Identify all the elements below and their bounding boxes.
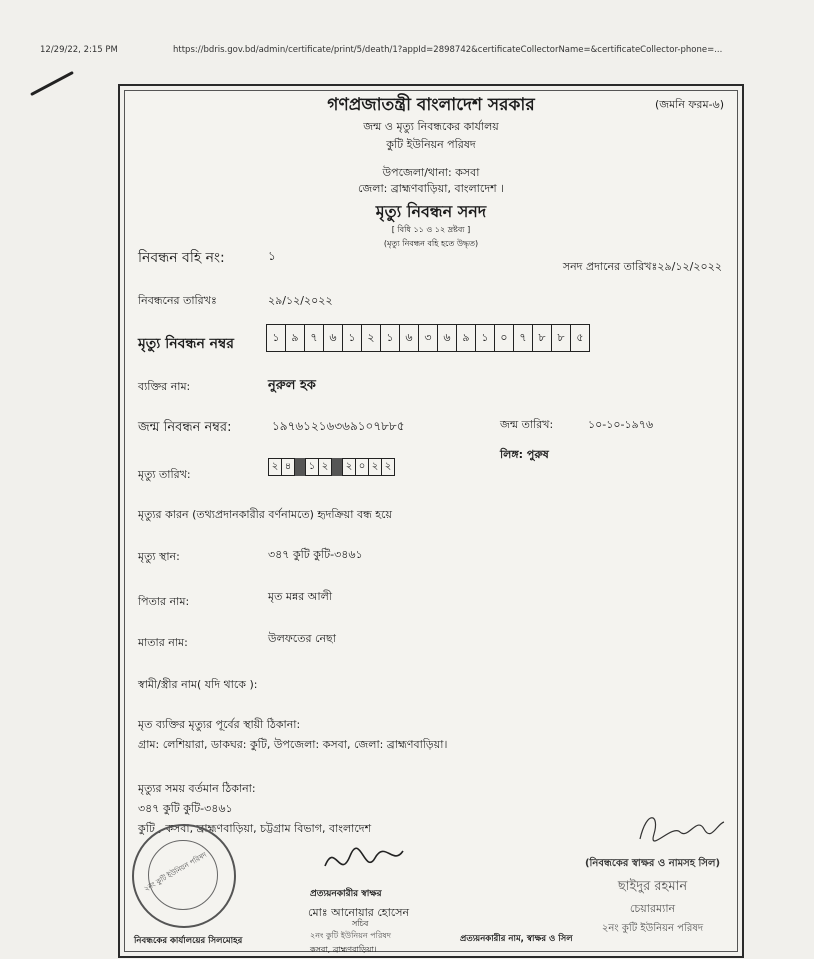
verifier-signature xyxy=(315,836,410,886)
mother-value: উলফতের নেছা xyxy=(268,632,336,645)
date-separator xyxy=(332,458,342,476)
reg-digit-box: ১ xyxy=(267,325,286,351)
reg-digit-box: ৯ xyxy=(457,325,476,351)
verifier-name: মোঃ আনোয়ার হোসেন xyxy=(308,906,410,919)
reg-digit-box: ৭ xyxy=(514,325,533,351)
verifier-office: ২নং কুটি ইউনিয়ন পরিষদ xyxy=(310,931,391,940)
verifier-title: সচিব xyxy=(352,919,369,928)
reg-digit-box: ৬ xyxy=(438,325,457,351)
print-datetime: 12/29/22, 2:15 PM xyxy=(40,45,118,55)
father-label: পিতার নাম: xyxy=(138,595,190,608)
upazila: উপজেলা/থানা: কসবা xyxy=(382,166,480,179)
date-group-month xyxy=(305,458,332,476)
reg-digit-box: ১ xyxy=(343,325,362,351)
verifier-district: কসবা, ব্রাহ্মণবাড়িয়া। xyxy=(310,945,377,954)
reg-digit-box: ৯ xyxy=(286,325,305,351)
permanent-address-value: গ্রাম: লেশিয়ারা, ডাকঘর: কুটি, উপজেলা: কসবা, জেলা: ব্রাহ্মণবাড়িয়া। xyxy=(138,738,448,751)
registration-date-label: নিবন্ধনের তারিখঃ xyxy=(138,294,217,307)
death-date-boxes xyxy=(268,458,395,476)
date-digit-box: ৪ xyxy=(284,460,292,472)
office-name: জন্ম ও মৃত্যু নিবন্ধকের কার্যালয় xyxy=(363,120,499,133)
reg-digit-box: ০ xyxy=(495,325,514,351)
birth-date-value: ১০-১০-১৯৭৬ xyxy=(588,418,654,431)
death-date-label: মৃত্যু তারিখ: xyxy=(138,468,191,481)
govt-title: গণপ্রজাতন্ত্রী বাংলাদেশ সরকার xyxy=(327,95,535,115)
rule-reference: [ বিধি ১১ ও ১২ দ্রষ্টব্য ] xyxy=(391,225,471,234)
birth-reg-label: জন্ম নিবন্ধন নম্বর: xyxy=(138,420,232,435)
union-seal-stamp xyxy=(132,824,236,928)
district: জেলা: ব্রাহ্মণবাড়িয়া, বাংলাদেশ । xyxy=(357,182,505,195)
registrar-stamp xyxy=(565,856,740,938)
date-digit-box: ২ xyxy=(343,459,356,475)
reg-digit-box: ১ xyxy=(381,325,400,351)
reg-digit-box: ২ xyxy=(362,325,381,351)
date-group-day xyxy=(268,458,295,476)
permanent-address-label: মৃত ব্যক্তির মৃত্যুর পূর্বের স্থায়ী ঠিকানা: xyxy=(138,718,301,731)
registration-date-value: ২৯/১২/২০২২ xyxy=(268,294,333,307)
issue-date: সনদ প্রদানের তারিখঃ২৯/১২/২০২২ xyxy=(562,260,722,273)
current-address-line1: ৩৪৭ কুটি কুটি-৩৪৬১ xyxy=(138,802,233,815)
form-number: (জমনি ফরম-৬) xyxy=(654,98,724,111)
date-digit-box: ২ xyxy=(369,459,382,475)
reg-digit-box: ১ xyxy=(476,325,495,351)
person-name-value: নুরুল হক xyxy=(268,378,316,393)
person-name-label: ব্যক্তির নাম: xyxy=(138,380,191,393)
date-digit-box: ১ xyxy=(306,459,319,475)
date-digit-box: ২ xyxy=(269,459,282,475)
document-title: মৃত্যু নিবন্ধন সনদ xyxy=(375,202,487,221)
current-address-line2: কুটি , কসবা, ব্রাহ্মণবাড়িয়া, চট্টগ্রাম বিভাগ, বাংলাদেশ xyxy=(138,822,372,835)
date-group-year xyxy=(342,458,395,476)
gender: লিঙ্গ: পুরুষ xyxy=(500,448,549,461)
cause-of-death: মৃত্যুর কারন (তথ্যপ্রদানকারীর বর্ণনামতে) হৃদক্রিয়া বন্ধ হয়ে xyxy=(138,508,392,521)
print-header xyxy=(40,45,806,59)
date-digit-box: ২ xyxy=(384,460,392,472)
union-name: কুটি ইউনিয়ন পরিষদ xyxy=(386,138,476,151)
birth-reg-value: ১৯৭৬১২১৬৩৬৯১০৭৮৮৫ xyxy=(272,419,405,433)
spouse-label: স্বামী/স্ত্রীর নাম( যদি থাকে ): xyxy=(138,678,258,691)
reg-digit-box: ৩ xyxy=(419,325,438,351)
date-digit-box: ২ xyxy=(321,460,329,472)
reg-digit-box: ৬ xyxy=(400,325,419,351)
birth-date-label: জন্ম তারিখ: xyxy=(500,418,554,431)
stamp-text: ২নং কুটি ইউনিয়ন পরিষদ xyxy=(142,850,209,894)
place-value: ৩৪৭ কুটি কুটি-৩৪৬১ xyxy=(268,548,363,561)
registrar-office: ২নং কুটি ইউনিয়ন পরিষদ xyxy=(601,923,704,934)
register-book-value: ১ xyxy=(268,249,276,263)
place-label: মৃত্যু স্থান: xyxy=(138,550,180,563)
pen-mark xyxy=(30,71,74,96)
extract-note: (মৃত্যু নিবন্ধন বহি হতে উদ্ধৃত) xyxy=(383,239,479,248)
reg-digit-box: ৮ xyxy=(533,325,552,351)
mother-label: মাতার নাম: xyxy=(138,636,188,649)
reg-digit-box: ৭ xyxy=(305,325,324,351)
reg-digit-box: ৫ xyxy=(576,330,584,344)
date-separator xyxy=(295,458,305,476)
death-reg-number-boxes xyxy=(266,324,590,352)
print-url: https://bdris.gov.bd/admin/certificate/print/5/death/1?appId=2898742&certificateCollectorName=&certificateCollector-phone=... xyxy=(173,45,723,55)
death-reg-number-label: মৃত্যু নিবন্ধন নম্বর xyxy=(138,336,234,352)
registrar-label: (নিবন্ধকের স্বাক্ষর ও নামসহ সিল) xyxy=(584,858,721,869)
registrar-name: ছাইদুর রহমান xyxy=(617,879,688,894)
register-book-label: নিবন্ধন বহি নং: xyxy=(138,250,225,266)
reg-digit-box: ৬ xyxy=(324,325,343,351)
verifier-details-label: প্রত্যয়নকারীর নাম, স্বাক্ষর ও সিল xyxy=(460,934,573,944)
registrar-seal-label: নিবন্ধকের কার্যালয়ের সিলমোহর xyxy=(134,936,243,946)
date-digit-box: ০ xyxy=(356,459,369,475)
verifier-sign-label: প্রত্যয়নকারীর স্বাক্ষর xyxy=(310,889,382,899)
reg-digit-box: ৮ xyxy=(552,325,571,351)
current-address-label: মৃত্যুর সময় বর্তমান ঠিকানা: xyxy=(138,782,256,795)
death-certificate xyxy=(118,84,744,958)
registrar-signature xyxy=(632,804,727,849)
father-value: মৃত মন্নর আলী xyxy=(268,590,332,603)
registrar-title: চেয়ারম্যান xyxy=(629,902,676,915)
